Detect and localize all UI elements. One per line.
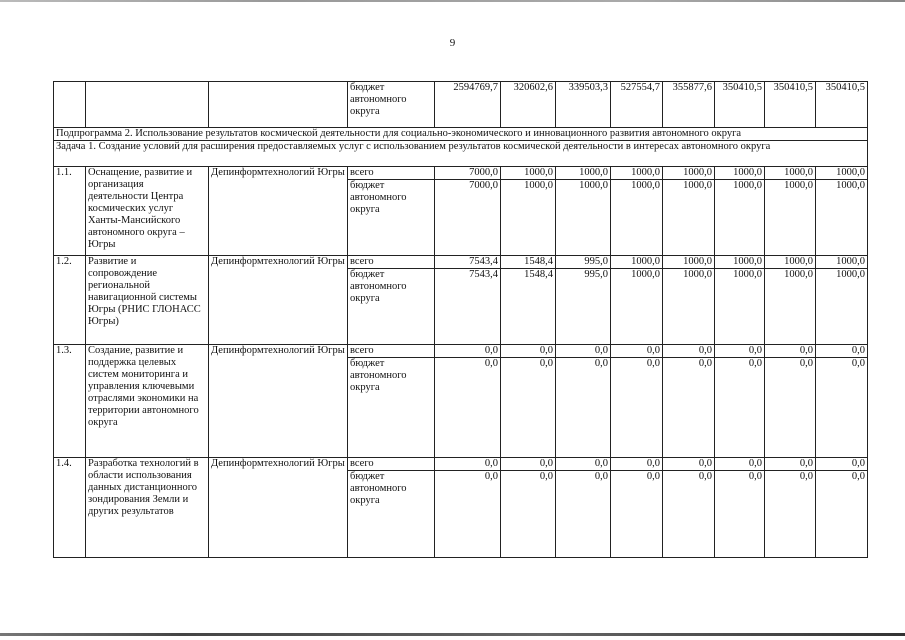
value-cell: 2594769,7 [435, 82, 501, 128]
value-cell: 7000,0 [435, 167, 501, 180]
value-cell: 1000,0 [765, 180, 816, 256]
value-cell: 0,0 [611, 345, 663, 358]
value-cell: 0,0 [765, 345, 816, 358]
value-cell: 0,0 [435, 471, 501, 558]
value-cell: 0,0 [611, 358, 663, 458]
value-cell: 7000,0 [435, 180, 501, 256]
table-row [54, 256, 868, 269]
value-cell: 1000,0 [715, 167, 765, 180]
page-number: 9 [449, 37, 456, 49]
value-cell: 0,0 [663, 471, 715, 558]
budget-label: бюджет автономного округа [348, 471, 435, 558]
value-cell: 1000,0 [501, 167, 556, 180]
task-row [54, 141, 868, 167]
value-cell: 1000,0 [663, 180, 715, 256]
value-cell: 320602,6 [501, 82, 556, 128]
value-cell: 0,0 [663, 458, 715, 471]
value-cell: 0,0 [556, 358, 611, 458]
value-cell: 0,0 [816, 458, 868, 471]
total-label: всего [348, 167, 435, 180]
row-number: 1.1. [54, 167, 86, 256]
value-cell: 0,0 [556, 458, 611, 471]
value-cell: 1000,0 [663, 269, 715, 345]
value-cell: 0,0 [715, 358, 765, 458]
value-cell: 355877,6 [663, 82, 715, 128]
measure-name: Развитие и сопровождение региональной навигационной системы Югры (РНИС ГЛОНАСС Югры) [86, 256, 209, 345]
value-cell: 0,0 [501, 345, 556, 358]
subprogram-title: Подпрограмма 2. Использование результатов космической деятельности для социально-экономического и инновационного развития автономного округа [54, 128, 868, 141]
value-cell: 350410,5 [765, 82, 816, 128]
value-cell: 1000,0 [556, 167, 611, 180]
value-cell: 1000,0 [765, 167, 816, 180]
value-cell: 0,0 [816, 358, 868, 458]
measure-name: Оснащение, развитие и организация деятельности Центра космических услуг Ханты-Мансийского автономного округа – Югры [86, 167, 209, 256]
budget-label: бюджет автономного округа [348, 269, 435, 345]
value-cell: 1000,0 [816, 269, 868, 345]
table-row [54, 458, 868, 471]
value-cell: 1548,4 [501, 269, 556, 345]
table-row [54, 167, 868, 180]
value-cell: 0,0 [501, 458, 556, 471]
value-cell: 1000,0 [556, 180, 611, 256]
source-cell: бюджет автономного округа [348, 82, 435, 128]
value-cell: 527554,7 [611, 82, 663, 128]
total-label: всего [348, 256, 435, 269]
value-cell: 0,0 [556, 345, 611, 358]
value-cell: 0,0 [435, 345, 501, 358]
value-cell: 0,0 [663, 345, 715, 358]
value-cell: 1000,0 [611, 269, 663, 345]
program-table [53, 81, 868, 558]
value-cell: 0,0 [501, 358, 556, 458]
value-cell: 0,0 [816, 345, 868, 358]
value-cell: 1000,0 [715, 256, 765, 269]
value-cell: 0,0 [556, 471, 611, 558]
value-cell: 1000,0 [715, 180, 765, 256]
value-cell: 1000,0 [765, 269, 816, 345]
value-cell: 1000,0 [816, 256, 868, 269]
value-cell: 1000,0 [663, 167, 715, 180]
scan-bottom-edge [0, 633, 905, 636]
value-cell: 1000,0 [663, 256, 715, 269]
value-cell: 0,0 [765, 458, 816, 471]
value-cell: 0,0 [663, 358, 715, 458]
table-row [54, 345, 868, 358]
executor: Депинформтехнологий Югры [209, 458, 348, 558]
budget-label: бюджет автономного округа [348, 180, 435, 256]
value-cell: 0,0 [611, 458, 663, 471]
value-cell: 339503,3 [556, 82, 611, 128]
table-row [54, 82, 868, 128]
value-cell: 7543,4 [435, 256, 501, 269]
budget-label: бюджет автономного округа [348, 358, 435, 458]
value-cell: 1000,0 [816, 180, 868, 256]
value-cell: 0,0 [765, 471, 816, 558]
value-cell: 7543,4 [435, 269, 501, 345]
measure-name: Разработка технологий в области использования данных дистанционного зондирования Земли и других результатов [86, 458, 209, 558]
value-cell: 1000,0 [501, 180, 556, 256]
total-label: всего [348, 345, 435, 358]
value-cell: 1000,0 [715, 269, 765, 345]
value-cell: 0,0 [435, 458, 501, 471]
total-label: всего [348, 458, 435, 471]
scan-top-edge [0, 0, 905, 2]
row-number: 1.4. [54, 458, 86, 558]
value-cell: 0,0 [715, 458, 765, 471]
value-cell: 995,0 [556, 269, 611, 345]
value-cell: 0,0 [816, 471, 868, 558]
value-cell: 0,0 [435, 358, 501, 458]
row-number: 1.3. [54, 345, 86, 458]
executor: Депинформтехнологий Югры [209, 345, 348, 458]
value-cell: 1000,0 [611, 256, 663, 269]
executor: Депинформтехнологий Югры [209, 167, 348, 256]
value-cell: 1000,0 [765, 256, 816, 269]
row-number: 1.2. [54, 256, 86, 345]
value-cell: 350410,5 [715, 82, 765, 128]
value-cell: 1000,0 [816, 167, 868, 180]
value-cell: 1000,0 [611, 167, 663, 180]
value-cell: 0,0 [765, 358, 816, 458]
value-cell: 0,0 [501, 471, 556, 558]
value-cell: 0,0 [611, 471, 663, 558]
measure-name: Создание, развитие и поддержка целевых систем мониторинга и управления ключевыми отраслями экономики на территории автономного округа [86, 345, 209, 458]
value-cell: 1548,4 [501, 256, 556, 269]
task-title: Задача 1. Создание условий для расширения предоставляемых услуг с использованием результатов космической деятельности в интересах автономного округа [54, 141, 868, 167]
value-cell: 1000,0 [611, 180, 663, 256]
executor: Депинформтехнологий Югры [209, 256, 348, 345]
value-cell: 995,0 [556, 256, 611, 269]
subprogram-row [54, 128, 868, 141]
value-cell: 350410,5 [816, 82, 868, 128]
value-cell: 0,0 [715, 471, 765, 558]
value-cell: 0,0 [715, 345, 765, 358]
